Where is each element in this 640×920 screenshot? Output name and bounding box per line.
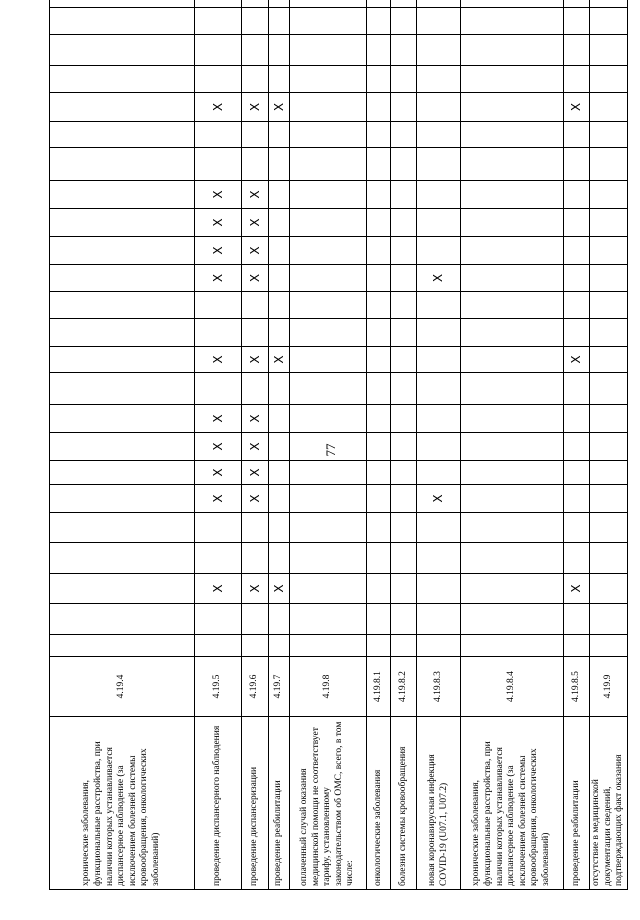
table-cell <box>590 347 628 373</box>
table-cell <box>269 513 290 543</box>
table-cell <box>367 93 391 122</box>
table-cell <box>564 237 590 265</box>
table-cell <box>269 433 290 461</box>
table-cell <box>195 604 242 635</box>
cross-mark: X <box>269 93 290 122</box>
table-cell <box>290 35 367 66</box>
cross-mark: X <box>242 574 269 604</box>
table-cell <box>269 8 290 35</box>
table-row <box>564 0 590 890</box>
cross-mark: X <box>242 209 269 237</box>
table-cell <box>50 66 195 93</box>
row-code: 4.19.5 <box>195 657 242 717</box>
cross-mark: X <box>564 93 590 122</box>
table-cell <box>564 35 590 66</box>
table-cell <box>367 405 391 433</box>
cross-mark: X <box>195 574 242 604</box>
table-cell <box>50 604 195 635</box>
table-cell <box>242 292 269 319</box>
table-cell <box>50 0 195 8</box>
table-cell <box>50 405 195 433</box>
table-cell <box>461 347 564 373</box>
table-cell <box>50 635 195 657</box>
table-cell <box>391 66 417 93</box>
table-cell <box>461 0 564 8</box>
table-cell <box>391 319 417 347</box>
cross-mark: X <box>564 574 590 604</box>
table-row <box>590 0 628 890</box>
cross-mark: X <box>195 265 242 292</box>
row-code: 4.19.7 <box>269 657 290 717</box>
cross-mark: X <box>242 485 269 513</box>
row-label: хронические заболевания, функциональные расстройства, при наличии которых устанавливается диспансерное наблюдение (за исключением болезней системы кровообращения, онкологических заболеваний) <box>461 717 564 890</box>
table-cell <box>50 347 195 373</box>
table-cell <box>417 319 461 347</box>
table-cell <box>461 485 564 513</box>
table-cell <box>269 319 290 347</box>
table-cell <box>290 433 367 461</box>
table-cell <box>391 635 417 657</box>
table-cell <box>391 433 417 461</box>
row-label: хронические заболевания, функциональные расстройства, при наличии которых устанавливается диспансерное наблюдение (за исключением болезней системы кровообращения, онкологических заболеваний) <box>50 717 195 890</box>
row-code: 4.19.8.4 <box>461 657 564 717</box>
table-cell <box>590 148 628 181</box>
table-cell <box>269 209 290 237</box>
table-cell <box>461 265 564 292</box>
table-cell <box>290 237 367 265</box>
table-cell <box>417 209 461 237</box>
table-cell <box>417 513 461 543</box>
table-cell <box>461 209 564 237</box>
cross-mark <box>242 0 269 8</box>
table-cell <box>290 635 367 657</box>
table-cell <box>50 35 195 66</box>
table-cell <box>391 122 417 148</box>
table-cell <box>461 405 564 433</box>
table-cell <box>564 461 590 485</box>
cross-mark: X <box>242 347 269 373</box>
row-label: проведение диспансерного наблюдения <box>195 717 242 890</box>
table-cell <box>290 8 367 35</box>
table-cell <box>564 405 590 433</box>
table-cell <box>391 265 417 292</box>
table-cell <box>367 209 391 237</box>
table-cell <box>367 265 391 292</box>
table-cell <box>367 0 391 8</box>
table-cell <box>461 373 564 405</box>
table-cell <box>290 93 367 122</box>
table-cell <box>50 292 195 319</box>
table-cell <box>417 122 461 148</box>
table-cell <box>461 604 564 635</box>
table-cell <box>590 635 628 657</box>
table-cell <box>590 265 628 292</box>
row-label: проведение реабилитации <box>269 717 290 890</box>
table-cell <box>290 373 367 405</box>
table-cell <box>417 433 461 461</box>
table-cell <box>391 543 417 574</box>
table-cell <box>50 237 195 265</box>
table-cell <box>564 635 590 657</box>
table-cell <box>242 66 269 93</box>
table-cell <box>461 93 564 122</box>
table-cell <box>391 181 417 209</box>
table-cell <box>590 433 628 461</box>
row-code: 4.19.8.2 <box>391 657 417 717</box>
cross-mark: X <box>269 574 290 604</box>
table-row <box>461 0 564 890</box>
table-cell <box>391 148 417 181</box>
cross-mark <box>417 0 461 8</box>
row-code: 4.19.8.5 <box>564 657 590 717</box>
table-cell <box>290 0 367 8</box>
table-row <box>195 0 242 890</box>
table-cell <box>290 319 367 347</box>
table-cell <box>590 93 628 122</box>
table-cell <box>391 292 417 319</box>
table-row <box>391 0 417 890</box>
cross-mark: X <box>564 347 590 373</box>
table-cell <box>391 0 417 8</box>
table-cell <box>367 319 391 347</box>
table-cell <box>269 237 290 265</box>
table-cell <box>50 319 195 347</box>
cross-mark: X <box>242 461 269 485</box>
table-cell <box>269 35 290 66</box>
table-cell <box>367 433 391 461</box>
table-cell <box>590 543 628 574</box>
table-cell <box>367 461 391 485</box>
cross-mark: X <box>195 405 242 433</box>
cross-mark: X <box>195 461 242 485</box>
row-code: 4.19.6 <box>242 657 269 717</box>
table-cell <box>461 35 564 66</box>
table-cell <box>564 433 590 461</box>
table-cell <box>564 122 590 148</box>
table-cell <box>590 35 628 66</box>
table-cell <box>242 635 269 657</box>
table-cell <box>590 0 628 8</box>
table-cell <box>564 604 590 635</box>
table-cell <box>269 635 290 657</box>
table-cell <box>590 461 628 485</box>
table-cell <box>50 513 195 543</box>
table-row <box>242 0 269 890</box>
table-cell <box>461 66 564 93</box>
table-cell <box>590 405 628 433</box>
cross-mark: X <box>242 433 269 461</box>
table-cell <box>195 66 242 93</box>
table-cell <box>242 8 269 35</box>
table-cell <box>461 8 564 35</box>
table-cell <box>269 373 290 405</box>
table-cell <box>590 485 628 513</box>
table-row <box>417 0 461 890</box>
table-cell <box>269 66 290 93</box>
table-cell <box>417 461 461 485</box>
table-cell <box>590 604 628 635</box>
cross-mark: X <box>242 93 269 122</box>
table-cell <box>367 35 391 66</box>
row-code: 4.19.8 <box>290 657 367 717</box>
table-cell <box>367 574 391 604</box>
table-cell <box>391 604 417 635</box>
table-cell <box>269 461 290 485</box>
table-cell <box>242 604 269 635</box>
table-cell <box>367 8 391 35</box>
table-cell <box>242 513 269 543</box>
table-cell <box>417 8 461 35</box>
table-cell <box>590 319 628 347</box>
table-cell <box>417 543 461 574</box>
table-cell <box>391 513 417 543</box>
row-label: оплаченный случай оказания медицинской помощи не соответствует тарифу, установленному законодательством об ОМС, всего, в том числе: <box>290 717 367 890</box>
cross-mark: X <box>417 265 461 292</box>
table-cell <box>391 8 417 35</box>
table-cell <box>391 373 417 405</box>
table-cell <box>367 66 391 93</box>
page-number: 77 <box>323 443 338 457</box>
table-cell <box>461 319 564 347</box>
cross-mark: X <box>417 485 461 513</box>
table-cell <box>290 148 367 181</box>
table-cell <box>590 8 628 35</box>
row-label: новая коронавирусная инфекция COVID-19 (U07.1, U07.2) <box>417 717 461 890</box>
table-cell <box>50 461 195 485</box>
cross-mark: X <box>195 93 242 122</box>
table-cell <box>367 148 391 181</box>
table-cell <box>564 0 590 8</box>
table-cell <box>391 461 417 485</box>
table-row <box>290 0 367 890</box>
table-cell <box>564 66 590 93</box>
table-cell <box>391 209 417 237</box>
cross-mark: X <box>195 347 242 373</box>
table-cell <box>391 574 417 604</box>
table-cell <box>417 373 461 405</box>
row-label: проведение реабилитации <box>564 717 590 890</box>
table-cell <box>461 574 564 604</box>
table-cell <box>195 35 242 66</box>
table-cell <box>417 635 461 657</box>
table-cell <box>50 373 195 405</box>
table-cell <box>367 543 391 574</box>
table-cell <box>564 8 590 35</box>
table-cell <box>417 66 461 93</box>
table-cell <box>367 181 391 209</box>
cross-mark: X <box>242 405 269 433</box>
table-cell <box>461 237 564 265</box>
table-cell <box>50 209 195 237</box>
table-cell <box>269 181 290 209</box>
table-cell <box>461 292 564 319</box>
table-cell <box>50 485 195 513</box>
table-cell <box>564 319 590 347</box>
row-label: проведение диспансеризации <box>242 717 269 890</box>
row-code: 4.19.4 <box>50 657 195 717</box>
table-cell <box>367 347 391 373</box>
table-cell <box>564 292 590 319</box>
table-row <box>50 0 195 890</box>
data-table <box>49 0 628 890</box>
table-cell <box>564 265 590 292</box>
table-cell <box>590 181 628 209</box>
table-row <box>269 0 290 890</box>
table-cell <box>461 635 564 657</box>
table-cell <box>50 8 195 35</box>
table-cell <box>461 181 564 209</box>
table-cell <box>417 93 461 122</box>
table-cell <box>50 574 195 604</box>
table-cell <box>590 209 628 237</box>
table-cell <box>590 292 628 319</box>
table-cell <box>195 373 242 405</box>
cross-mark: X <box>195 209 242 237</box>
table-cell <box>461 148 564 181</box>
table-cell <box>417 181 461 209</box>
table-cell <box>269 122 290 148</box>
table-cell <box>564 209 590 237</box>
table-cell <box>461 122 564 148</box>
cross-mark: X <box>242 237 269 265</box>
table-cell <box>564 513 590 543</box>
table-cell <box>290 347 367 373</box>
table-cell <box>195 635 242 657</box>
table-row <box>367 0 391 890</box>
cross-mark: X <box>242 265 269 292</box>
table-cell <box>290 209 367 237</box>
table-cell <box>269 265 290 292</box>
table-cell <box>367 292 391 319</box>
table-cell <box>269 543 290 574</box>
table-cell <box>50 181 195 209</box>
table-cell <box>50 122 195 148</box>
table-cell <box>391 237 417 265</box>
table-cell <box>290 292 367 319</box>
cross-mark: X <box>195 181 242 209</box>
table-cell <box>269 485 290 513</box>
table-cell <box>590 66 628 93</box>
table-cell <box>50 93 195 122</box>
table-cell <box>50 265 195 292</box>
table-cell <box>269 148 290 181</box>
table-cell <box>461 461 564 485</box>
table-cell <box>290 66 367 93</box>
table-cell <box>290 265 367 292</box>
table-cell <box>564 181 590 209</box>
table-cell <box>290 485 367 513</box>
cross-mark: X <box>195 237 242 265</box>
table-cell <box>367 237 391 265</box>
table-cell <box>417 292 461 319</box>
table-cell <box>417 604 461 635</box>
table-cell <box>195 543 242 574</box>
table-cell <box>195 292 242 319</box>
table-cell <box>367 513 391 543</box>
table-cell <box>417 574 461 604</box>
cross-mark: X <box>242 181 269 209</box>
table-cell <box>290 405 367 433</box>
table-cell <box>242 319 269 347</box>
table-cell <box>564 543 590 574</box>
table-cell <box>417 148 461 181</box>
table-cell <box>367 373 391 405</box>
table-cell <box>461 433 564 461</box>
table-cell <box>290 513 367 543</box>
cross-mark: X <box>269 347 290 373</box>
table-cell <box>461 513 564 543</box>
table-cell <box>242 373 269 405</box>
table-cell <box>242 35 269 66</box>
row-code: 4.19.8.1 <box>367 657 391 717</box>
table-cell <box>242 543 269 574</box>
row-label: болезни системы кровообращения <box>391 717 417 890</box>
table-cell <box>461 543 564 574</box>
table-cell <box>50 433 195 461</box>
table-cell <box>391 93 417 122</box>
table-cell <box>417 35 461 66</box>
table-cell <box>269 604 290 635</box>
table-cell <box>417 405 461 433</box>
table-cell <box>367 604 391 635</box>
row-code: 4.19.8.3 <box>417 657 461 717</box>
row-label: онкологические заболевания <box>367 717 391 890</box>
table-cell <box>269 292 290 319</box>
table-cell <box>242 122 269 148</box>
table-cell <box>50 148 195 181</box>
table-cell <box>417 347 461 373</box>
table-cell <box>290 461 367 485</box>
table-cell <box>367 635 391 657</box>
row-label: отсутствие в медицинской документации сведений, подтверждающих факт оказания <box>590 717 628 890</box>
table-cell <box>269 0 290 8</box>
table-cell <box>290 604 367 635</box>
table-cell <box>50 543 195 574</box>
table-cell <box>564 485 590 513</box>
table-cell <box>590 122 628 148</box>
table-cell <box>195 513 242 543</box>
table-cell <box>391 347 417 373</box>
table-cell <box>367 122 391 148</box>
table-cell <box>269 405 290 433</box>
table-cell <box>564 148 590 181</box>
table-cell <box>590 237 628 265</box>
table-cell <box>391 485 417 513</box>
table-cell <box>195 122 242 148</box>
table-cell <box>590 574 628 604</box>
cross-mark <box>195 0 242 8</box>
table-cell <box>195 8 242 35</box>
table-cell <box>590 373 628 405</box>
cross-mark: X <box>195 433 242 461</box>
table-cell <box>590 513 628 543</box>
cross-mark: X <box>195 485 242 513</box>
table-cell <box>242 148 269 181</box>
table-cell <box>290 181 367 209</box>
table-cell <box>391 405 417 433</box>
table-cell <box>290 543 367 574</box>
table-cell <box>290 122 367 148</box>
table-cell <box>564 373 590 405</box>
table-cell <box>391 35 417 66</box>
table-cell <box>417 237 461 265</box>
table-cell <box>195 148 242 181</box>
table-cell <box>367 485 391 513</box>
row-code: 4.19.9 <box>590 657 628 717</box>
table-cell <box>290 574 367 604</box>
table-cell <box>195 319 242 347</box>
